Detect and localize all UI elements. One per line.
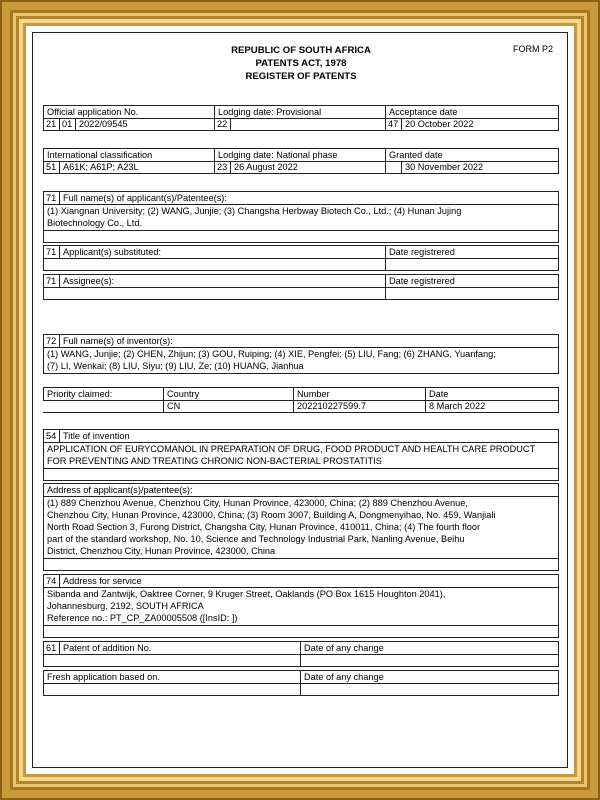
priority-country-label: Country [163,387,293,401]
code-71-substituted: 71 [43,245,59,259]
assignee-date-value [385,287,559,300]
priority-value-row [43,400,559,413]
lodging-national-value: 26 August 2022 [230,161,385,174]
title-header-row [43,429,559,443]
address-line-1: (1) 889 Chenzhou Avenue, Chenzhou City, Hunan Province, 423000, China; (2) 889 Chenzhou Avenue, [47,498,468,508]
code-51: 51 [43,161,59,174]
priority-date-value: 8 March 2022 [425,400,559,413]
code-61: 61 [43,641,59,655]
substituted-value [43,258,385,271]
document-header [33,44,569,83]
substituted-date-value [385,258,559,271]
title-of-invention-value [43,442,559,469]
substituted-label: Applicant(s) substituted: [59,245,385,259]
priority-claimed-label: Priority claimed: [43,387,163,401]
title-blank-row [43,469,559,481]
title-of-invention-label: Title of invention [59,429,559,443]
code-71-assignee: 71 [43,274,59,288]
patent-addition-header-row [43,641,559,655]
header-line-2: PATENTS ACT, 1978 [255,58,347,69]
applicants-value [43,204,559,231]
application-number: 2022/09545 [75,118,214,131]
service-blank-row [43,626,559,638]
official-application-header-row [43,105,559,119]
code-01: 01 [59,118,75,131]
inventors-header-row [43,334,559,348]
header-line-1: REPUBLIC OF SOUTH AFRICA [231,45,371,56]
fresh-application-date-value [300,683,559,696]
official-application-value-row [43,118,559,131]
applicants-line-1: (1) Xiangnan University; (2) WANG, Junjie; (3) Changsha Herbway Biotech Co., Ltd.; (4) Hunan Jujing [47,206,462,216]
acceptance-date-label: Acceptance date [385,105,559,119]
classification-header-row [43,148,559,162]
applicants-line-2: Biotechnology Co., Ltd. [47,218,142,228]
applicants-label: Full name(s) of applicant(s)/Patentee(s): [59,191,559,205]
inventors-line-1: (1) WANG, Junjie; (2) CHEN, Zhijun; (3) GOU, Ruiping; (4) XIE, Pengfei; (5) LIU, Fang; (6) ZHANG, Yuanfang; [47,349,496,359]
address-blank-row [43,559,559,571]
code-71-applicants: 71 [43,191,59,205]
code-54: 54 [43,429,59,443]
international-classification-label: International classification [43,148,214,162]
granted-date-label: Granted date [385,148,559,162]
service-line-2: Johannesburg, 2192, SOUTH AFRICA [47,601,204,611]
address-line-2: Chenzhou City, Hunan Province, 423000, China; (3) Room 3007, Building A, Dongmenyihao, No. 459, Wanjiali [47,510,496,520]
form-label: FORM P2 [512,44,553,54]
inventors-value [43,347,559,374]
service-header-row [43,574,559,588]
granted-code-blank [385,161,401,174]
code-22: 22 [214,118,230,131]
address-line-3: North Road Section 3, Furong District, Changsha City, Hunan Province, 410011, China; (4) The fourth floor [47,522,481,532]
assignee-blank-row [43,287,559,300]
assignee-date-label: Date registrered [385,274,559,288]
priority-blank [43,400,163,413]
address-for-service-value [43,587,559,626]
address-applicants-label: Address of applicant(s)/patentee(s): [43,483,559,497]
priority-country-value: CN [163,400,293,413]
classification-value-row [43,161,559,174]
lodging-provisional-value [230,118,385,131]
fresh-application-value [43,683,300,696]
patent-addition-blank-row [43,654,559,667]
lodging-national-label: Lodging date: National phase [214,148,385,162]
address-line-5: District, Chenzhou City, Hunan Province, 423000, China [47,546,276,556]
priority-header-row [43,387,559,401]
granted-date-value: 30 November 2022 [401,161,559,174]
assignee-value [43,287,385,300]
fresh-application-header-row [43,670,559,684]
patent-addition-date-label: Date of any change [300,641,559,655]
register-page [32,32,568,768]
acceptance-date-value: 20 October 2022 [401,118,559,131]
substituted-header-row [43,245,559,259]
fresh-application-blank-row [43,683,559,696]
inventors-line-2: (7) LI, Wenkai; (8) LIU, Siyu; (9) LIU, Ze; (10) HUANG, Jianhua [47,361,304,371]
header-line-3: REGISTER OF PATENTS [245,71,357,82]
code-72: 72 [43,334,59,348]
priority-number-value: 202210227599.7 [293,400,425,413]
fresh-application-label: Fresh application based on. [43,670,300,684]
code-47: 47 [385,118,401,131]
applicants-blank-row [43,231,559,243]
address-applicants-value [43,496,559,559]
service-reference: Reference no.: PT_CP_ZA00005508 ([InsID: ]) [47,613,238,623]
fresh-application-date-label: Date of any change [300,670,559,684]
code-23: 23 [214,161,230,174]
international-classification-value: A61K; A61P; A23L [59,161,214,174]
priority-date-label: Date [425,387,559,401]
patent-addition-date-value [300,654,559,667]
title-line-1: APPLICATION OF EURYCOMANOL IN PREPARATION OF DRUG, FOOD PRODUCT AND HEALTH CARE PRODUCT [47,444,536,454]
priority-number-label: Number [293,387,425,401]
assignee-label: Assignee(s): [59,274,385,288]
inventors-label: Full name(s) of inventor(s): [59,334,559,348]
assignee-header-row [43,274,559,288]
code-74: 74 [43,574,59,588]
address-line-4: part of the standard workshop, No. 10, Science and Technology Industrial Park, Nanling Avenue, Beihu [47,534,465,544]
applicants-header-row [43,191,559,205]
title-line-2: FOR PREVENTING AND TREATING CHRONIC NON-BACTERIAL PROSTATITIS [47,456,382,466]
official-application-label: Official application No. [43,105,214,119]
address-for-service-label: Address for service [59,574,559,588]
code-21: 21 [43,118,59,131]
service-line-1: Sibanda and Zantwijk, Oaktree Corner, 9 Kruger Street, Oaklands (PO Box 1615 Houghton 2041), [47,589,446,599]
address-applicants-header-row [43,483,559,497]
lodging-provisional-label: Lodging date: Provisional [214,105,385,119]
substituted-blank-row [43,258,559,271]
patent-addition-value [43,654,300,667]
patent-addition-label: Patent of addition No. [59,641,300,655]
substituted-date-label: Date registrered [385,245,559,259]
